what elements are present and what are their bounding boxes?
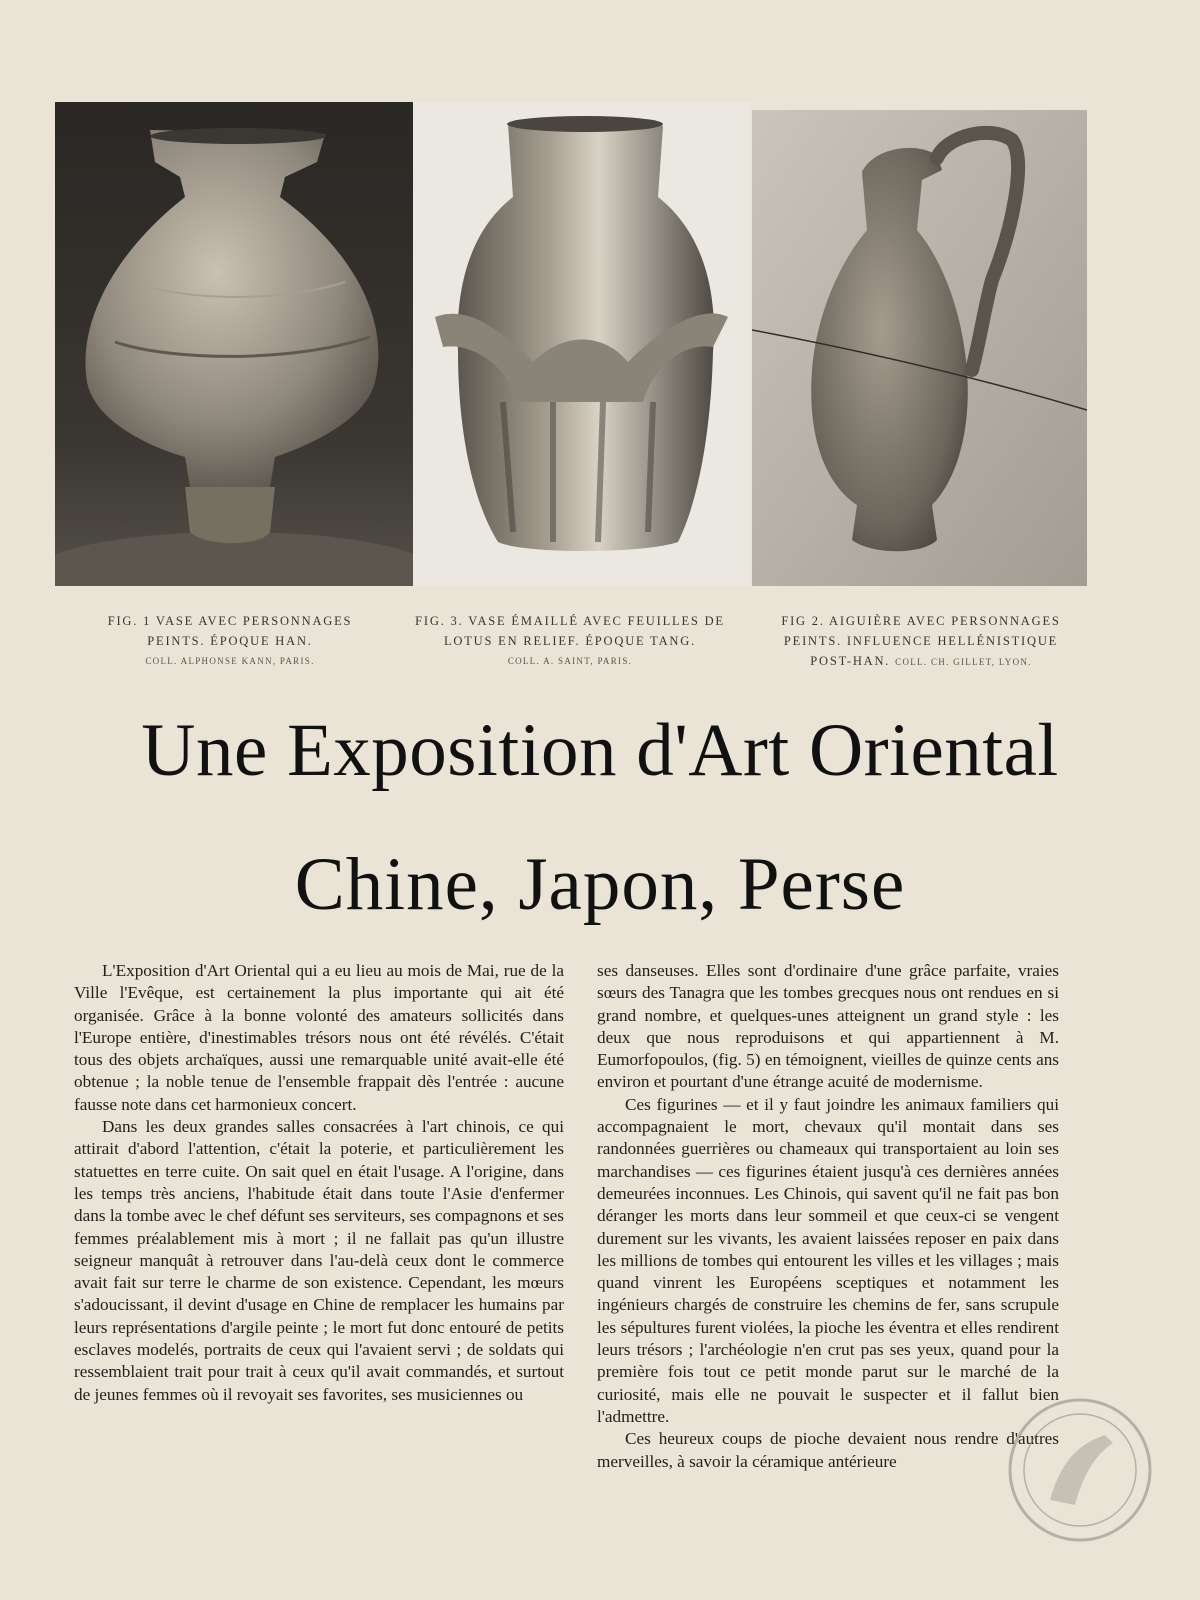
- caption-collection: COLL. A. SAINT, PARIS.: [507, 656, 633, 666]
- caption-fig-number: FIG. 1: [107, 614, 152, 628]
- article-title: Une Exposition d'Art Oriental: [141, 709, 1059, 792]
- paragraph: ses danseuses. Elles sont d'ordinaire d'une grâce parfaite, vraies sœurs des Tanagra que les tombes grecques nous ont rendues en si grand nombre, et quelques-unes atteignent un grand style : les deux que nous reproduisons et qui appartiennent à M. Eumorfopoulos, (fig. 5) en témoignent, vieilles de quinze cents ans environ et pourtant d'une étrange acuité de modernisme.: [597, 961, 1059, 1092]
- caption-title: VASE ÉMAILLÉ AVEC FEUILLES DE: [468, 614, 725, 628]
- caption-title-line3: POST-HAN.: [810, 654, 891, 668]
- caption-title-line2: PEINTS. INFLUENCE HELLÉNISTIQUE: [783, 634, 1059, 648]
- photo-vase-tang: [413, 102, 750, 586]
- paragraph: Ces heureux coups de pioche devaient nous rendre d'autres merveilles, à savoir la céramique antérieure: [597, 1429, 1059, 1471]
- caption-fig-2: [755, 611, 1087, 672]
- caption-collection: COLL. CH. GILLET, LYON.: [895, 657, 1032, 667]
- caption-title-line2: LOTUS EN RELIEF. ÉPOQUE TANG.: [443, 634, 697, 648]
- caption-fig-number: FIG 2.: [781, 614, 825, 628]
- caption-collection: COLL. ALPHONSE KANN, PARIS.: [145, 656, 315, 666]
- library-stamp-icon: [1005, 1395, 1155, 1545]
- caption-title: AIGUIÈRE AVEC PERSONNAGES: [829, 614, 1061, 628]
- photo-vase-han: [55, 102, 413, 586]
- paragraph: Ces figurines — et il y faut joindre les animaux familiers qui accompagnaient le mort, chevaux qu'il montait dans ses randonnées guerrières ou chameaux qui transportaient au loin ses marchandises — ces figurines étaient jusqu'à ces dernières années demeurées inconnues. Les Chinois, qui savent qu'il ne fait pas bon déranger les morts dans leur sommeil et que ceux-ci se vengent durement sur les vivants, les avaient laissées reposer en paix dans les millions de tombes qui entourent les villes et les villages ; mais quand vinrent les Européens sceptiques et notamment les ingénieurs chargés de construire les chemins de fer, sans scrupule les sépultures furent violées, la pioche les éventra et elles rendirent leurs trésors ; l'archéologie n'en crut pas ses yeux, quand pour la première fois tout ce petit monde parut sur le marché de la curiosité, mais elle ne pouvait le suspecter et il fallut bien l'admettre.: [597, 1094, 1059, 1426]
- article-subtitle: Chine, Japon, Perse: [294, 843, 906, 926]
- caption-fig-3: [405, 611, 735, 671]
- caption-title-line2: PEINTS. ÉPOQUE HAN.: [147, 634, 313, 648]
- paragraph: L'Exposition d'Art Oriental qui a eu lieu au mois de Mai, rue de la Ville l'Evêque, est certainement la plus importante qui ait été organisée. Grâce à la bonne volonté des amateurs sollicités dans l'Europe entière, d'inestimables trésors nous ont été révélés. C'était tous des objets archaïques, aussi une remarquable unité avait-elle été obtenue ; la noble tenue de l'ensemble frappait dès l'entrée : aucune fausse note dans cet harmonieux concert.: [74, 961, 564, 1114]
- caption-title: VASE AVEC PERSONNAGES: [155, 614, 353, 628]
- caption-fig-number: FIG. 3.: [415, 614, 464, 628]
- photo-ewer: [752, 110, 1087, 586]
- caption-fig-1: [80, 611, 380, 671]
- text-column-left: [74, 960, 564, 1406]
- paragraph: Dans les deux grandes salles consacrées à l'art chinois, ce qui attirait d'abord l'attention, c'était la poterie, et particulièrement les statuettes en terre cuite. On sait quel en était l'usage. A l'origine, dans les temps très anciens, l'habitude était dans toute l'Asie d'enfermer dans la tombe avec le chef défunt ses serviteurs, ses compagnons et ses femmes préalablement mis à mort ; il ne fallait pas qu'un illustre seigneur manquât à retrouver dans l'au-delà ceux dont le commerce avait fait sur terre le charme de son existence. Cependant, les mœurs s'adoucissant, il devint d'usage en Chine de remplacer les humains par leurs représentations d'argile peinte ; le mort fut donc entouré de petits esclaves modelés, portraits de ceux qui l'avaient servi ; de soldats qui ressemblaient trait pour trait à ceux qu'il avait commandés, et surtout de jeunes femmes où il revoyait ses favorites, ses musiciennes ou: [74, 1117, 564, 1404]
- text-column-right: [597, 960, 1059, 1473]
- photo-strip: [55, 102, 1087, 586]
